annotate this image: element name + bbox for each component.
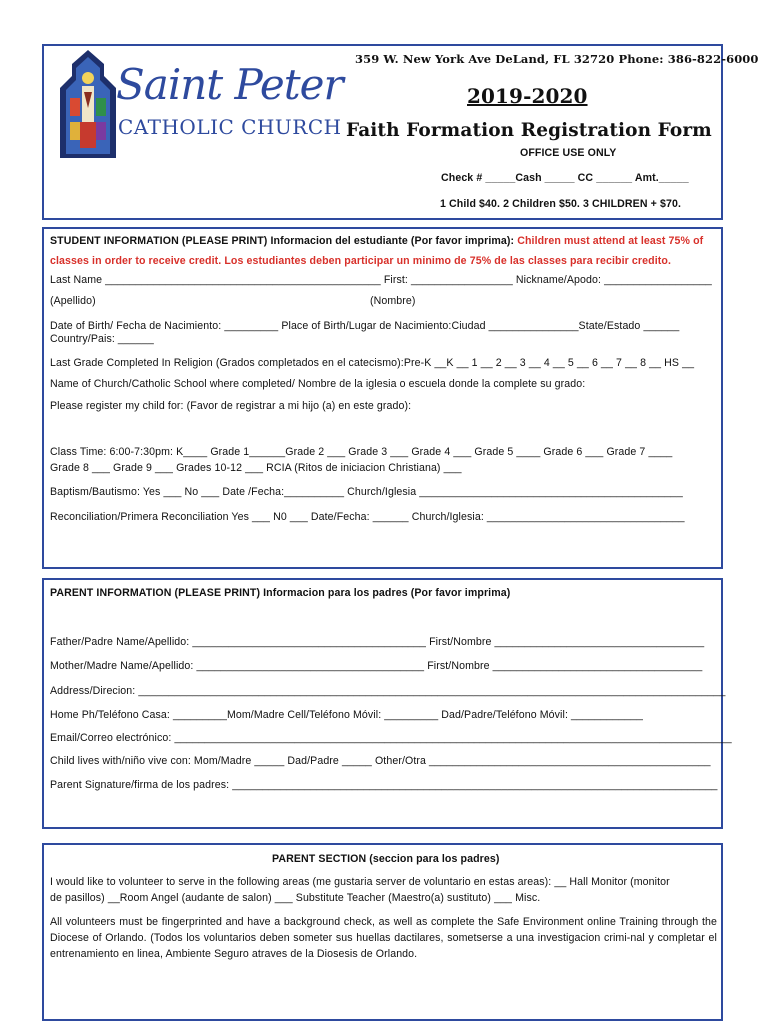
father-name-field[interactable]: Father/Padre Name/Apellido: _______________________________________ First/Nombre ___________________________________: [50, 636, 705, 648]
student-heading-line: [50, 235, 703, 248]
office-use-title: OFFICE USE ONLY: [520, 147, 617, 159]
mother-name-field[interactable]: Mother/Madre Name/Apellido: ______________________________________ First/Nombre ___________________________________: [50, 660, 703, 672]
stained-glass-logo-icon: [56, 48, 120, 158]
baptism-field[interactable]: Baptism/Bautismo: Yes ___ No ___ Date /Fecha:__________ Church/Iglesia ____________________________________________: [50, 486, 683, 498]
volunteer-heading: PARENT SECTION (seccion para los padres): [272, 853, 500, 865]
nombre-label: (Nombre): [370, 295, 416, 307]
lives-with-field[interactable]: Child lives with/niño vive con: Mom/Madre _____ Dad/Padre _____ Other/Otra _______________________________________________: [50, 755, 711, 767]
logo-script: Saint Peter: [116, 60, 343, 109]
church-address: 359 W. New York Ave DeLand, FL 32720 Phone: 386-822-6000: [355, 52, 759, 66]
student-name-field[interactable]: Last Name ______________________________________________ First: _________________ Nickname/Apodo: __________________: [50, 274, 712, 286]
attendance-note: Children must attend at least 75% of: [517, 235, 704, 247]
phone-fields[interactable]: Home Ph/Teléfono Casa: _________Mom/Madre Cell/Teléfono Móvil: _________ Dad/Padre/Teléfono Móvil: ____________: [50, 709, 643, 721]
volunteer-areas-cont[interactable]: de pasillos) __Room Angel (audante de salon) ___ Substitute Teacher (Maestro(a) sustituto) ___ Misc.: [50, 892, 541, 904]
form-title: Faith Formation Registration Form: [346, 120, 712, 141]
email-field[interactable]: Email/Correo electrónico: _____________________________________________________________________________________________: [50, 732, 732, 744]
class-time-field-cont[interactable]: Grade 8 ___ Grade 9 ___ Grades 10-12 ___ RCIA (Ritos de iniciacion Christiana) ___: [50, 462, 462, 474]
logo-subtitle: CATHOLIC CHURCH: [118, 115, 342, 139]
volunteer-requirements: All volunteers must be fingerprinted and have a background check, as well as complete the Safe Environment online Training through the Diocese of Orlando. (Todos los voluntarios deben someter sus huellas dactilares, sometserse a una investigacion crimi-nal y completar el entrenamiento en linea, Ambiente Seguro atraves de la Diosesis de Orlando.: [50, 916, 717, 960]
last-grade-field[interactable]: Last Grade Completed In Religion (Grados completados en el catecismo):Pre-K __K __ 1 __ 2 __ 3 __ 4 __ 5 __ 6 __ 7 __ 8 __ HS __: [50, 357, 695, 369]
parent-heading: PARENT INFORMATION (PLEASE PRINT) Informacion para los padres (Por favor imprima): [50, 587, 511, 599]
school-year: 2019-2020: [467, 84, 588, 108]
class-time-field[interactable]: Class Time: 6:00-7:30pm: K____ Grade 1______Grade 2 ___ Grade 3 ___ Grade 4 ___ Grade 5 ____ Grade 6 ___ Grade 7 ____: [50, 446, 673, 458]
parent-signature-field[interactable]: Parent Signature/firma de los padres: _________________________________________________________________________________: [50, 779, 718, 791]
office-check-line: Check # _____Cash _____ CC ______ Amt._____: [441, 172, 689, 184]
address-field[interactable]: Address/Direcion: __________________________________________________________________________________________________: [50, 685, 726, 697]
volunteer-areas[interactable]: I would like to volunteer to serve in the following areas (me gustaria server de voluntario en estas areas): __ Hall Monitor (monitor: [50, 876, 670, 888]
date-of-birth-field[interactable]: Date of Birth/ Fecha de Nacimiento: _________ Place of Birth/Lugar de Nacimiento:Ciudad _______________State/Estado ______: [50, 320, 680, 332]
reconciliation-field[interactable]: Reconciliation/Primera Reconciliation Yes ___ N0 ___ Date/Fecha: ______ Church/Iglesia: _________________________________: [50, 511, 685, 523]
apellido-label: (Apellido): [50, 295, 96, 307]
country-field[interactable]: Country/Pais: ______: [50, 333, 154, 345]
office-fees-line: 1 Child $40. 2 Children $50. 3 CHILDREN + $70.: [440, 198, 681, 210]
attendance-note-cont: classes in order to receive credit. Los estudiantes deben participar un minimo de 75% de las classes para recibir credito.: [50, 255, 671, 267]
church-school-field[interactable]: Name of Church/Catholic School where completed/ Nombre de la iglesia o escuela donde la complete su grado:: [50, 378, 586, 390]
register-grade-label: Please register my child for: (Favor de registrar a mi hijo (a) en este grado):: [50, 400, 412, 412]
student-heading: STUDENT INFORMATION (PLEASE PRINT) Informacion del estudiante (Por favor imprima):: [50, 235, 515, 247]
